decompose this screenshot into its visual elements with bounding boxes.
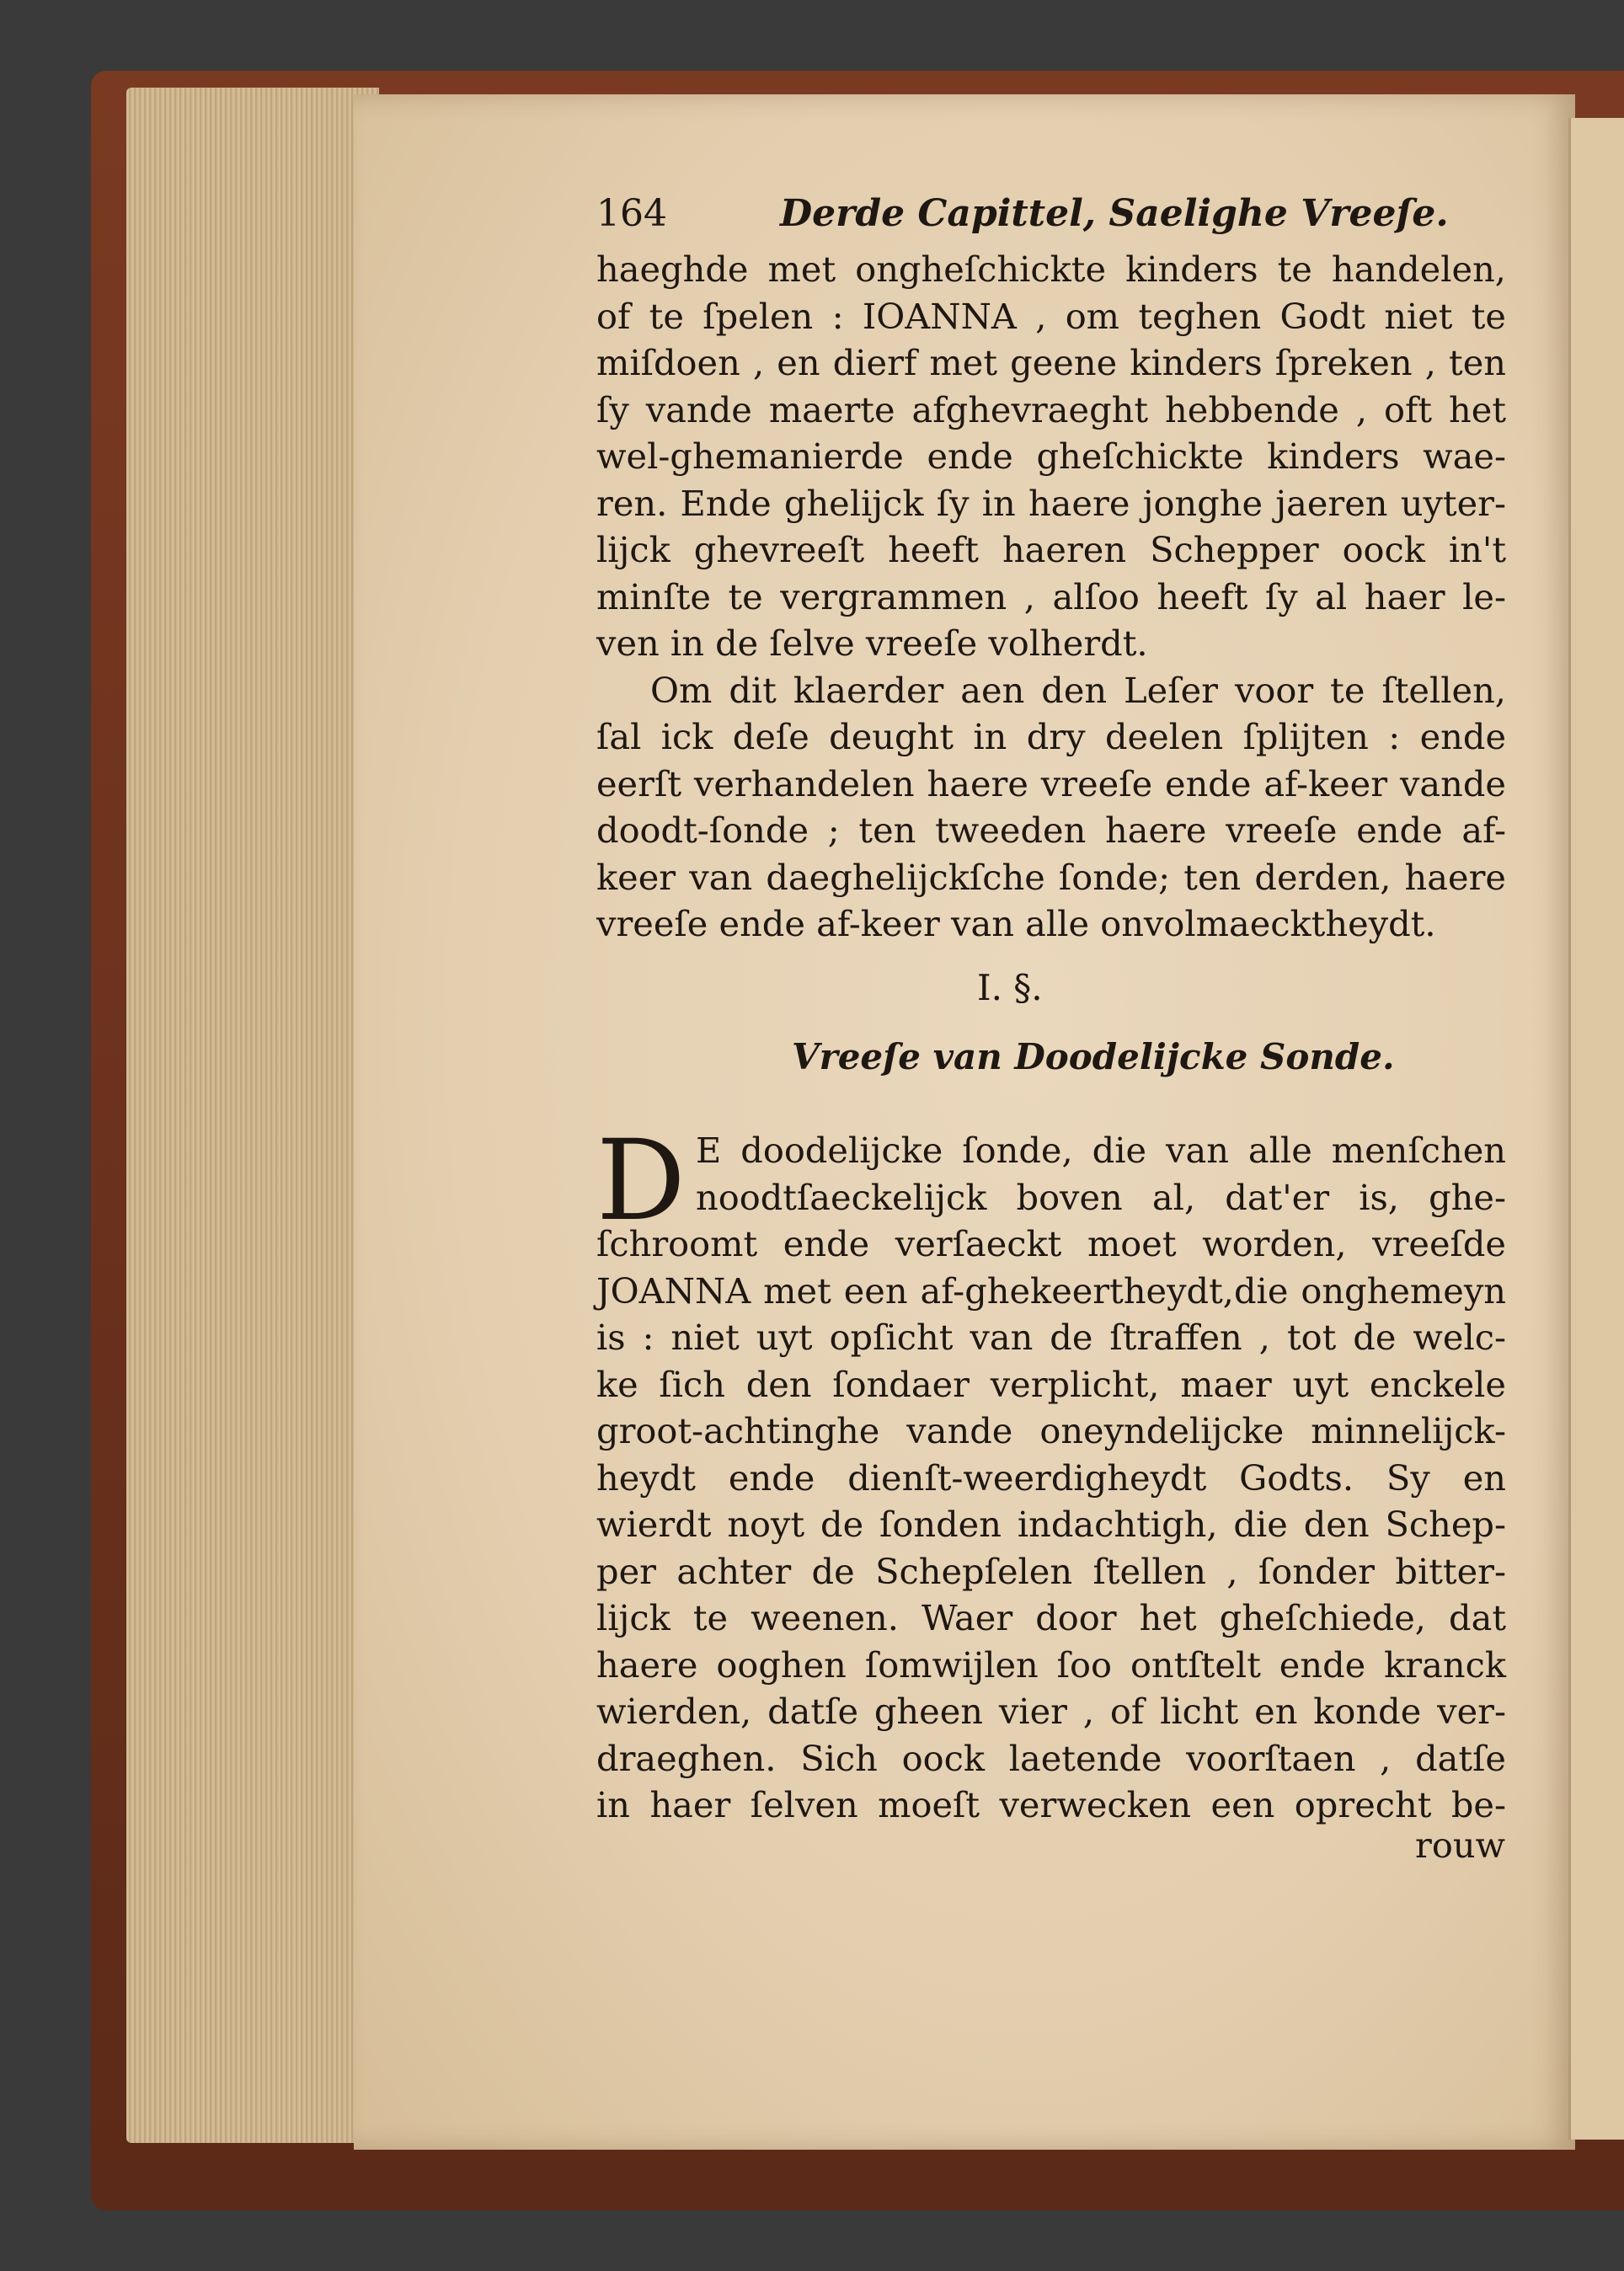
text-line: groot-achtinghe vande oneyndelijcke minnelijck- [596, 1410, 1506, 1451]
text-line: draeghen. Sich oock laetende voorſtaen , datſe [596, 1737, 1506, 1779]
section-title: Vreeſe van Doodelijcke Sonde. [792, 1036, 1395, 1077]
text-line: E doodelijcke ſonde, die van alle menſchen [696, 1130, 1506, 1171]
text-line: per achter de Schepſelen ſtellen , ſonder bitter- [596, 1550, 1506, 1592]
page-header [596, 192, 1506, 246]
text-line: wel-ghemanierde ende gheſchickte kinders wae- [596, 435, 1506, 477]
text-line: heydt ende dienſt-weerdigheydt Godts. Sy en [596, 1456, 1506, 1499]
section-number: I. §. [977, 967, 1043, 1008]
text-line: ke ſich den ſondaer verplicht, maer uyt enckele [596, 1363, 1506, 1405]
text-line: ren. Ende ghelijck ſy in haere jonghe jaeren uyter- [596, 482, 1506, 524]
paragraph-3 [596, 1116, 1506, 1829]
paragraph-1 [596, 246, 1506, 948]
text-line: miſdoen , en dierf met geene kinders ſpreken , ten [596, 342, 1506, 383]
text-line: is : niet uyt opſicht van de ſtraffen , tot de welc- [596, 1317, 1506, 1358]
text-line: ſy vande maerte afghevraeght hebbende , oft het [596, 388, 1506, 430]
text-line: Om dit klaerder aen den Leſer voor te ſtellen, [650, 669, 1506, 711]
running-title: Derde Capittel, Saelighe Vreeſe. [780, 192, 1449, 235]
text-line: of te ſpelen : IOANNA , om teghen Godt niet te [596, 295, 1506, 337]
text-line: in haer ſelven moeſt verwecken een oprecht be- [596, 1784, 1506, 1825]
drop-cap: D [596, 1116, 686, 1246]
text-line: lijck ghevreeſt heeft haeren Schepper oock in't [596, 529, 1506, 570]
right-page-edge [1568, 118, 1624, 2140]
text-line: minſte te vergrammen , alſoo heeft ſy al haer le- [596, 575, 1506, 617]
text-line: eerſt verhandelen haere vreeſe ende af-keer vande [596, 762, 1506, 804]
text-line: vreeſe ende af-keer van alle onvolmaecktheydt. [596, 903, 1436, 944]
text-line: keer van daeghelijckſche ſonde; ten derden, haere [596, 856, 1506, 898]
page-number: 164 [596, 192, 667, 235]
text-line: doodt-ſonde ; ten tweeden haere vreeſe ende af- [596, 810, 1506, 851]
text-line: wierdt noyt de ſonden indachtigh, die den Schep- [596, 1504, 1506, 1545]
text-line: JOANNA met een af-ghekeertheydt,die onghemeyn [596, 1269, 1506, 1312]
page-edges [126, 88, 379, 2143]
text-line: ven in de ſelve vreeſe volherdt. [596, 623, 1148, 664]
text-line: haeghde met ongheſchickte kinders te handelen, [596, 248, 1506, 290]
text-line: haere ooghen ſomwijlen ſoo ontſtelt ende kranck [596, 1643, 1506, 1686]
text-line: wierden, datſe gheen vier , of licht en konde ver- [596, 1691, 1506, 1732]
text-line: ſal ick deſe deught in dry deelen ſplijten : ende [596, 716, 1506, 757]
text-line: ſchroomt ende verſaeckt moet worden, vreeſde [596, 1223, 1506, 1264]
catchword: rouw [1415, 1825, 1506, 1866]
text-line: lijck te weenen. Waer door het gheſchiede, dat [596, 1597, 1506, 1638]
text-line: noodtſaeckelijck boven al, dat'er is, ghe- [696, 1176, 1506, 1218]
